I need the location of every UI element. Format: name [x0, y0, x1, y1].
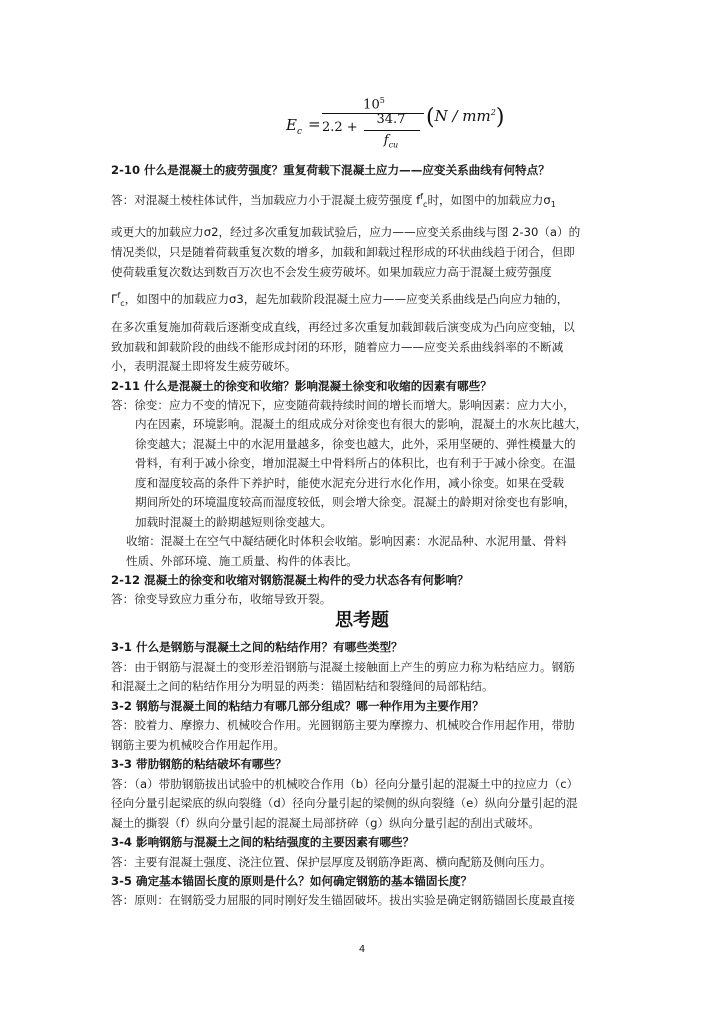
answer-line: 小，表明混凝土即将发生疲劳破坏。 [111, 359, 297, 373]
question-2-12: 2-12 混凝土的徐变和收缩对钢筋混凝土构件的受力状态各有何影响？ [111, 573, 469, 587]
page-number: 4 [358, 944, 366, 955]
answer-line: 和混凝土之间的粘结作用分为明显的两类：锚固粘结和裂缝间的局部粘结。 [111, 679, 494, 693]
answer-line: 致加载和卸载阶段的曲线不能形成封闭的环形，随着应力——应变关系曲线斜率的不断减 [111, 340, 564, 354]
formula-lhs: $E_c$ [286, 116, 302, 137]
answer-line: 答：（a）带肋钢筋拔出试验中的机械咬合作用（b）径向分量引起的混凝土中的拉应力（c） [111, 777, 579, 791]
answer-line: 答：主要有混凝土强度、浇注位置、保护层厚度及钢筋净距离、横向配筋及侧向压力。 [111, 855, 552, 869]
answer-line: 钢筋主要为机械咬合作用起作用。 [111, 738, 285, 752]
answer-line: 收缩：混凝土在空气中凝结硬化时体积会收缩。影响因素：水泥品种、水泥用量、骨料 [126, 534, 567, 548]
question-2-11: 2-11 什么是混凝土的徐变和收缩？影响混凝土徐变和收缩的因素有哪些？ [111, 379, 492, 393]
answer-line: 在多次重复施加荷载后逐渐变成直线，再经过多次重复加载卸载后演变成为凸向应变轴，以 [111, 320, 575, 334]
question-3-4: 3-4 影响钢筋与混凝土之间的粘结强度的主要因素有哪些？ [111, 835, 415, 849]
answer-line: 内在因素，环境影响。混凝土的组成成分对徐变也有很大的影响，混凝土的水灰比越大， [135, 417, 588, 431]
answer-line: 答：由于钢筋与混凝土的变形差沿钢筋与混凝土接触面上产生的剪应力称为粘结应力。钢筋 [111, 660, 575, 674]
answer-line: 答：胶着力、摩擦力、机械咬合作用。光圆钢筋主要为摩擦力、机械咬合作用起作用，带肋 [111, 718, 575, 732]
answer-line: 情况类似，只是随着荷载重复次数的增多，加载和卸载过程形成的环状曲线趋于闭合，但即 [111, 245, 575, 259]
formula-numerator: $10^5$ [363, 96, 385, 113]
answer-line: 度和湿度较高的条件下养护时，能使水泥充分进行水化作用，减小徐变。如果在受载 [135, 476, 564, 490]
formula-unit: $(N / mm^2)$ [426, 105, 505, 130]
elastic-modulus-formula [286, 96, 505, 156]
answer-line: 使荷载重复次数达到数百万次也不会发生疲劳破坏。如果加载应力高于混凝土疲劳强度 [111, 265, 552, 279]
answer-line: 答：徐变：应力不变的情况下，应变随荷载持续时间的增长而增大。影响因素：应力大小， [111, 398, 575, 412]
answer-line: 答：对混凝土棱柱体试件，当加载应力小于混凝土疲劳强度 $f^f_c$时，如图中的加载应力$\sigma_1$ [111, 192, 556, 210]
question-3-2: 3-2 钢筋与混凝土间的粘结力有哪几部分组成？哪一种作用为主要作用？ [111, 699, 484, 713]
answer-line: 径向分量引起梁底的纵向裂缝（d）径向分量引起的梁侧的纵向裂缝（e）纵向分量引起的混 [111, 796, 578, 810]
answer-line: $\Gamma^f_c$，如图中的加载应力σ3，起先加载阶段混凝土应力——应变关系曲线是凸向应力轴的， [111, 291, 569, 309]
formula-inner-denominator: $f_{cu}$ [383, 133, 399, 150]
answer-line: 徐变越大；混凝土中的水泥用量越多，徐变也越大，此外，采用坚硬的、弹性模量大的 [135, 437, 576, 451]
answer-line: 或更大的加载应力σ2，经过多次重复加载试验后，应力——应变关系曲线与图 2-30（a）的 [111, 225, 581, 239]
question-3-5: 3-5 确定基本锚固长度的原则是什么？如何确定钢筋的基本锚固长度？ [111, 874, 473, 888]
answer-line: 加载时混凝土的龄期越短则徐变越大。 [135, 515, 333, 529]
formula-inner-fraction-bar [364, 130, 420, 131]
answer-line: 答：原则：在钢筋受力屈服的同时刚好发生锚固破坏。拔出实验是确定钢筋锚固长度最直接 [111, 893, 575, 907]
question-2-10: 2-10 什么是混凝土的疲劳强度？重复荷载下混凝土应力——应变关系曲线有何特点？ [111, 163, 550, 177]
formula-equals: = [308, 115, 321, 133]
formula-inner-numerator: 34.7 [376, 112, 406, 127]
answer-line: 凝土的撕裂（f）纵向分量引起的混凝土局部挤碎（g）纵向分量引起的刮出式破坏。 [111, 816, 540, 830]
question-3-1: 3-1 什么是钢筋与混凝土之间的粘结作用？有哪些类型？ [111, 640, 403, 654]
section-heading: 思考题 [335, 610, 389, 631]
question-3-3: 3-3 带肋钢筋的粘结破坏有哪些？ [111, 757, 287, 771]
formula-denominator-int: 2.2 + [322, 120, 358, 135]
answer-line: 性质、外部环境、施工质量、构件的体表比。 [126, 554, 358, 568]
answer-line: 答：徐变导致应力重分布，收缩导致开裂。 [111, 592, 332, 606]
answer-line: 期间所处的环境温度较高而湿度较低，则会增大徐变。混凝土的龄期对徐变也有影响， [135, 495, 576, 509]
answer-line: 骨料，有利于减小徐变，增加混凝土中骨料所占的体积比，也有利于于减小徐变。在温 [135, 456, 576, 470]
